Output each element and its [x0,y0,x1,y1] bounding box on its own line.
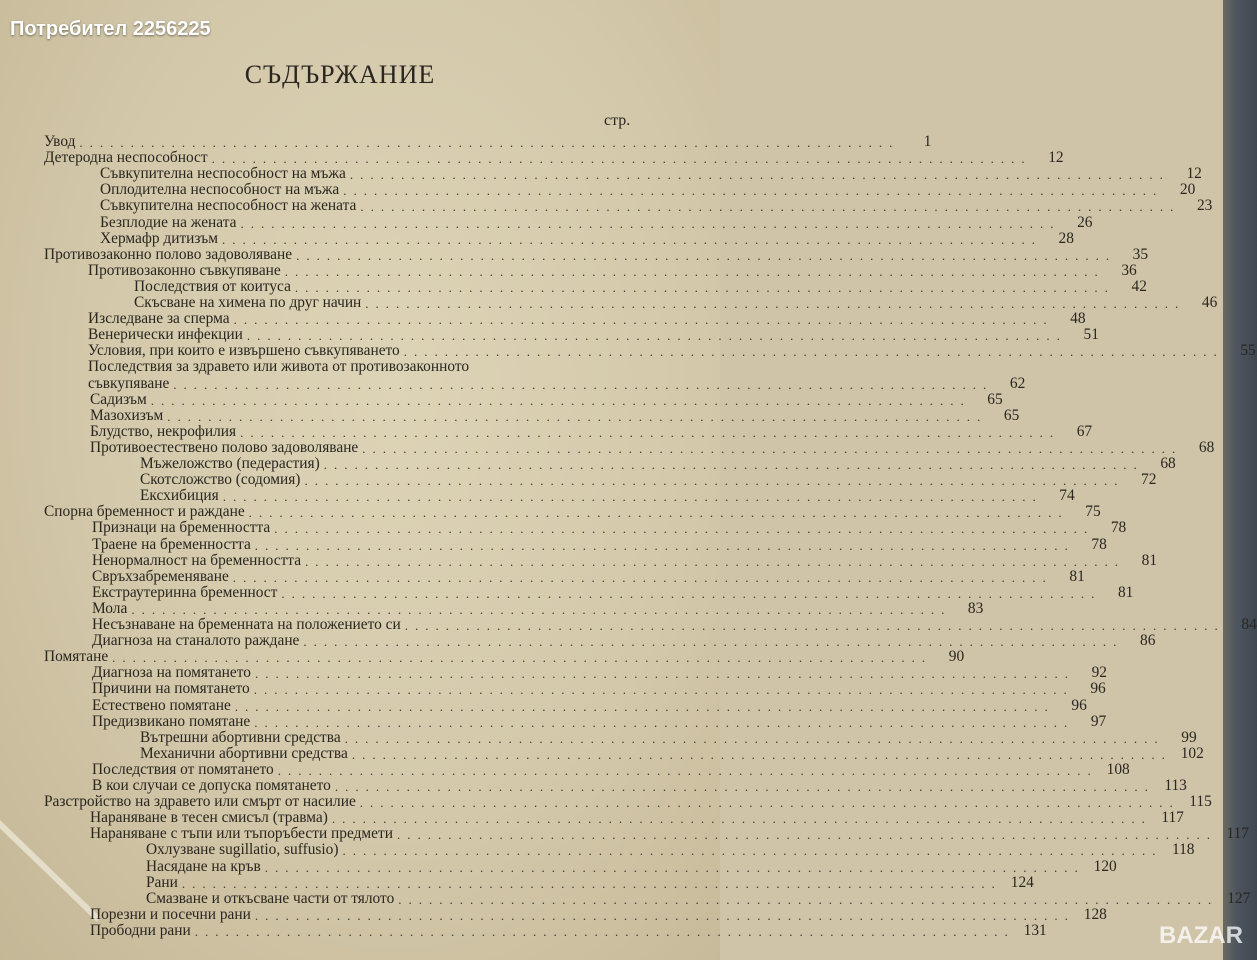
toc-entry-page: 55 [1240,342,1256,360]
dot-leader: ................................................................................ [79,135,900,150]
dot-leader: ................................................................................ [359,795,1180,811]
dot-leader: ................................................................................ [240,215,1061,231]
toc-entry-title: съвкупяване [88,374,170,392]
toc-entry-title: Механични абортивни средства [140,744,348,762]
toc-entry-page: 127 [1227,889,1251,907]
toc-entry-page: 67 [1076,422,1093,440]
toc-entry-page: 128 [1083,905,1107,923]
toc-entry-page: 68 [1198,438,1215,456]
toc-entry-title: Мъжеложство (педерастия) [140,455,320,472]
dot-leader: ................................................................................ [342,843,1163,859]
dot-leader: ................................................................................ [303,634,1124,650]
dot-leader: ................................................................................ [232,569,1053,585]
dot-leader: ................................................................................ [323,457,1144,472]
toc-entry-title: Вътрешни абортивни средства [140,728,341,746]
dot-leader: ................................................................................ [233,312,1054,328]
dot-leader: ................................................................................ [398,891,1219,907]
toc-entry-title: Причини на помятането [92,680,250,698]
dot-leader: ................................................................................ [181,875,1002,891]
dot-leader: ................................................................................ [284,263,1105,279]
toc-entry-page: 118 [1171,841,1195,859]
toc-entry-page: 96 [1071,696,1087,714]
toc-entry-page: 68 [1160,455,1176,472]
dot-leader: ................................................................................ [254,714,1075,730]
toc-entry-page: 131 [1023,921,1047,939]
page-column-label: стр. [604,112,631,129]
toc-entry-page: 83 [967,599,984,617]
toc-entry-title: Нараняване с тъпи или тъпоръбести предмети [90,825,393,843]
dot-leader: ................................................................................ [351,746,1172,762]
toc-entry-title: Скъсване на химена по друг начин [134,294,362,311]
toc-entry-page: 20 [1179,181,1196,199]
toc-entry-title: Противозаконно полово задоволяване [44,245,293,263]
toc-entry-page: 102 [1180,744,1204,762]
book-spine [1223,0,1257,960]
dot-leader: ................................................................................ [246,328,1067,344]
toc-entry-title: Условия, при които е извършено съвкупяването [88,342,400,360]
toc-entry-title: Смазване и откъсване части от тялото [146,889,395,907]
toc-entry-title: Естествено помятане [92,696,231,714]
toc-entry-page: 120 [1093,857,1117,875]
toc-entry-title: Последствия за здравето или живота от противозаконното [88,358,470,376]
toc-entry-page: 23 [1196,197,1213,215]
dot-leader: ................................................................................ [304,473,1125,489]
toc-entry-page: 65 [987,390,1003,408]
toc-entry-page: 115 [1189,793,1212,811]
toc-entry-page: 74 [1059,487,1075,505]
toc-entry-title: Противоестествено полово задоволяване [90,438,359,456]
toc-entry-page: 96 [1090,680,1106,698]
toc-entry-title: Изследване за сперма [88,310,230,328]
toc-entry-page: 92 [1091,664,1107,682]
toc-entry-page: 48 [1070,310,1086,328]
dot-leader: ................................................................................ [253,682,1074,698]
toc-entry-title: Последствия от коитуса [134,277,291,295]
toc-entry-title: Противозаконно съвкупяване [88,261,281,279]
toc-entry-page: 108 [1106,760,1130,778]
dot-leader: ................................................................................ [334,779,1155,794]
toc-entry-title: Последствия от помятането [92,760,274,778]
toc-entry-title: Нараняване в тесен смисъл (травма) [90,809,328,827]
dot-leader: ................................................................................ [362,440,1183,456]
toc-entry-title: Помятане [44,648,109,666]
dot-leader: ................................................................................ [167,408,988,424]
dot-leader: ................................................................................ [248,505,1069,521]
toc-entry-title: Признаци на бременността [92,519,271,537]
toc-entry-title: Диагноза на станалото раждане [92,632,300,650]
dot-leader: ................................................................................ [296,247,1117,263]
toc-entry-page: 46 [1201,294,1218,311]
dot-leader: ................................................................................ [396,827,1217,843]
toc-entry-title: Ненормалност на бременността [92,551,302,569]
dot-leader: ................................................................................ [274,521,1095,537]
toc-entry-page: 12 [1048,149,1064,167]
toc-entry-page: 65 [1003,406,1020,424]
toc-entry-page: 81 [1141,551,1158,569]
toc-entry-page: 26 [1077,213,1093,231]
toc-entry-title: Рани [146,873,178,891]
dot-leader: ................................................................................ [254,907,1075,923]
toc-entry-title: Увод [44,133,76,150]
toc-entry-title: Порезни и посечни рани [90,905,251,923]
dot-leader: ................................................................................ [234,698,1055,714]
toc-entry-title: Предизвикано помятане [92,712,251,730]
dot-leader: ................................................................................ [194,923,1015,939]
toc-entry-page: 124 [1010,873,1034,891]
toc-entry-page: 81 [1069,567,1085,585]
dot-leader: ................................................................................ [305,553,1126,569]
toc-entry-title: Диагноза на помятането [92,664,251,682]
toc-entry-title: Съвкупителна неспособност на жената [100,197,357,215]
toc-entry-page: 113 [1164,777,1187,794]
toc-entry-page: 78 [1110,519,1127,537]
toc-entry-title: Безплодие на жената [100,213,237,231]
toc-entry-page: 28 [1058,229,1074,247]
dot-leader: ................................................................................ [360,199,1181,215]
toc-entry-title: Насядане на кръв [146,857,261,875]
toc-entry-page: 42 [1131,277,1147,295]
toc-entry-title: Съвкупителна неспособност на мъжа [100,165,346,183]
dot-leader: ................................................................................ [131,601,952,617]
toc-entry-page: 62 [1009,374,1026,392]
toc-entry-page: 75 [1085,503,1101,521]
page-title: СЪДЪРЖАНИЕ [244,60,436,89]
dot-leader: ................................................................................ [365,296,1186,311]
toc-entry-page: 1 [923,133,932,150]
toc-entry-title: Траене на бременността [92,535,251,553]
toc-entry-title: Охлузване sugillatio, suffusio) [146,841,339,859]
dot-leader: ................................................................................ [222,489,1043,505]
toc-entry-title: Детеродна неспособност [44,149,208,167]
dot-leader: ................................................................................ [294,279,1115,295]
toc-entry [90,921,1047,940]
toc-entry-page: 86 [1140,632,1156,650]
dot-leader: ................................................................................ [277,762,1098,778]
dot-leader: ................................................................................ [173,376,994,392]
toc-entry-page: 35 [1132,245,1149,263]
toc-entry-title: Скотсложство (содомия) [140,471,301,489]
dot-leader: ................................................................................ [264,859,1085,875]
dot-leader: ................................................................................ [344,730,1165,746]
dot-leader: ................................................................................ [112,650,933,666]
toc-entry-title: Мазохизъм [90,406,164,424]
toc-entry-title: Прободни рани [90,921,191,939]
toc-entry-title: Екстраутеринна бременност [92,583,278,601]
toc-entry-title: Разстройство на здравето или смърт от насилие [44,793,356,811]
toc-entry-page: 97 [1090,712,1107,730]
toc-entry-title: Хермафр дитизъм [100,229,218,247]
toc-entry-title: Садизъм [90,390,147,408]
toc-entry-title: Венерически инфекции [88,326,243,344]
dot-leader: ................................................................................ [349,167,1170,183]
toc-entry-page: 117 [1226,825,1249,843]
toc-entry-title: Спорна бременност и раждане [44,503,245,521]
toc-entry-page: 84 [1241,616,1257,633]
dot-leader: ................................................................................ [254,537,1075,553]
dot-leader: ................................................................................ [221,231,1042,247]
toc-entry-title: Оплодителна неспособност на мъжа [100,181,340,199]
toc-entry-page: 51 [1083,326,1099,344]
dot-leader: ................................................................................ [404,618,1225,633]
dot-leader: ................................................................................ [254,666,1075,682]
dot-leader: ................................................................................ [343,183,1164,199]
toc-entry-page: 81 [1117,583,1134,601]
toc-entry-page: 78 [1091,535,1107,553]
toc-entry-page: 36 [1121,261,1137,279]
dot-leader: ................................................................................ [211,151,1032,167]
toc-entry-title: Блудство, некрофилия [90,422,237,440]
toc-entry-title: Ексхибиция [140,487,219,505]
toc-entry-page: 72 [1141,471,1157,489]
watermark: BAZAR [1159,922,1243,949]
user-banner: Потребител 2256225 [10,17,211,40]
dot-leader: ................................................................................ [150,392,971,408]
dot-leader: ................................................................................ [331,811,1152,827]
dot-leader: ................................................................................ [403,344,1224,360]
toc-entry-title: Несъзнаване на бременната на положението си [92,616,401,633]
toc-entry-page: 99 [1181,728,1197,746]
toc-entry-title: Свръхзабременяване [92,567,229,585]
dot-leader: ................................................................................ [240,424,1061,440]
toc-entry-page: 117 [1161,809,1184,827]
toc-entry-title: В кои случаи се допуска помятането [92,777,331,794]
toc-entry-page: 90 [948,648,965,666]
toc-entry-page: 12 [1186,165,1202,183]
dot-leader: ................................................................................ [281,585,1102,601]
toc-entry-title: Мола [92,599,128,617]
